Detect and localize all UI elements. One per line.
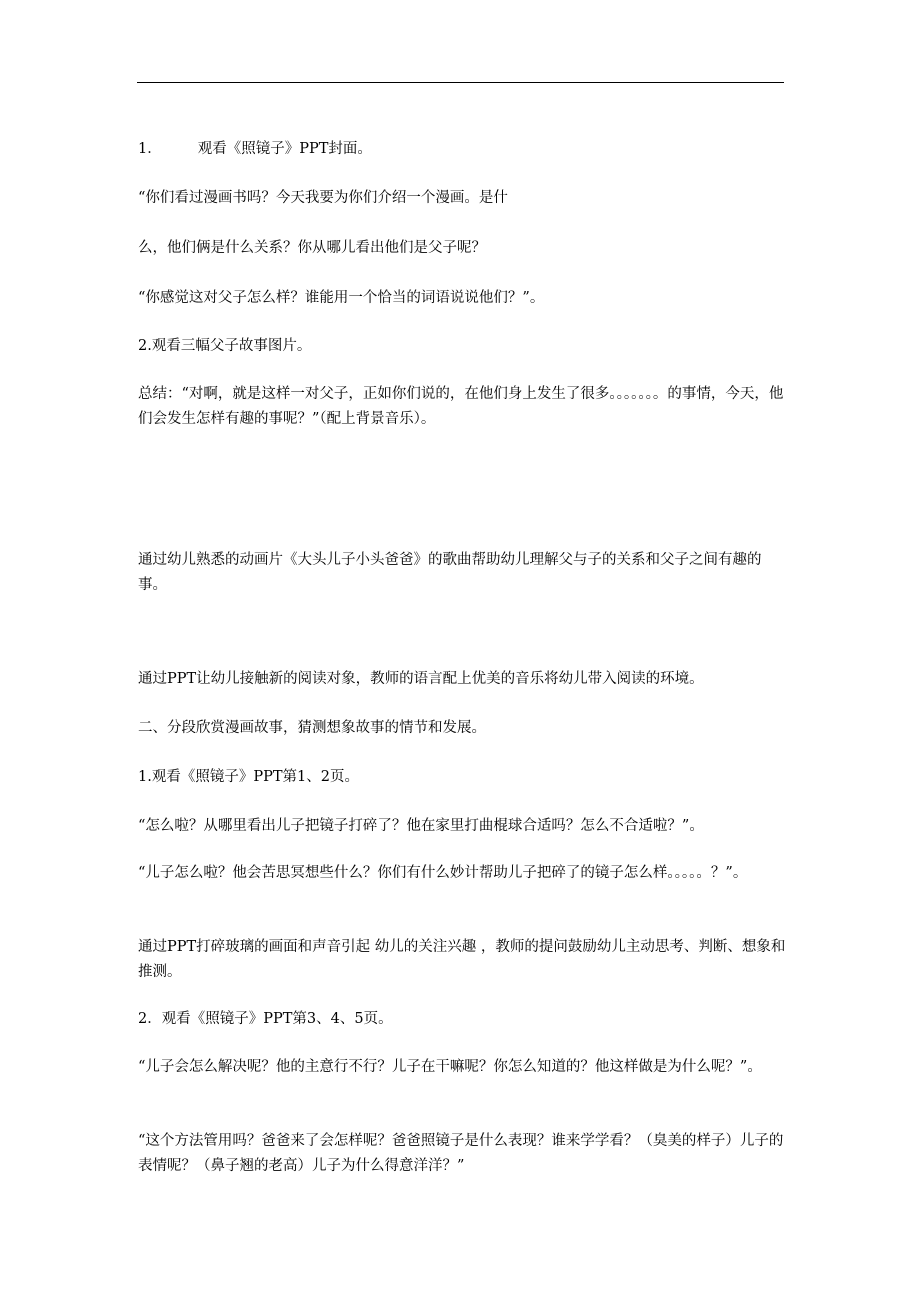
paragraph: “儿子怎么啦？他会苦思冥想些什么？你们有什么妙计帮助儿子把碎了的镜子怎么样。。。。。？”。 [138, 865, 748, 881]
paragraph: 2．观看《照镜子》PPT第3、4、5页。 [138, 1011, 393, 1027]
paragraph: “怎么啦？从哪里看出儿子把镜子打碎了？他在家里打曲棍球合适吗？怎么不合适啦？”。 [138, 818, 704, 834]
paragraph: 2.观看三幅父子故事图片。 [138, 338, 312, 354]
item-1 [138, 137, 788, 162]
paragraph: 么，他们俩是什么关系？你从哪儿看出他们是父子呢？ [138, 240, 486, 256]
paragraph: “这个方法管用吗？爸爸来了会怎样呢？爸爸照镜子是什么表现？谁来学学看？（臭美的样子）儿子的表情呢？（鼻子翘的老高）儿子为什么得意洋洋？” [138, 1133, 784, 1174]
paragraph: “你们看过漫画书吗？今天我要为你们介绍一个漫画。是什 [138, 190, 508, 206]
item-number: 1． [138, 141, 162, 157]
paragraph: 通过PPT让幼儿接触新的阅读对象，教师的语言配上优美的音乐将幼儿带入阅读的环境。 [138, 671, 704, 687]
paragraph: 总结：“对啊，就是这样一对父子，正如你们说的，在他们身上发生了很多。。。。。。。的事情，今天，他们会发生怎样有趣的事呢？”（配上背景音乐）。 [138, 386, 784, 427]
paragraph: “儿子会怎么解决呢？他的主意行不行？儿子在干嘛呢？你怎么知道的？他这样做是为什么呢？”。 [138, 1059, 762, 1075]
paragraph: “你感觉这对父子怎么样？谁能用一个恰当的词语说说他们？”。 [138, 290, 545, 306]
header-rule [137, 82, 784, 83]
item-text: 观看《照镜子》PPT封面。 [197, 141, 372, 157]
paragraph: 通过幼儿熟悉的动画片《大头儿子小头爸爸》的歌曲帮助幼儿理解父与子的关系和父子之间有趣的事。 [138, 552, 762, 593]
paragraph: 1.观看《照镜子》PPT第1、2页。 [138, 769, 359, 785]
paragraph: 二、分段欣赏漫画故事，猜测想象故事的情节和发展。 [138, 720, 486, 736]
paragraph: 通过PPT打碎玻璃的画面和声音引起 幼儿的关注兴趣 ，教师的提问鼓励幼儿主动思考、判断、想象和推测。 [138, 939, 786, 980]
